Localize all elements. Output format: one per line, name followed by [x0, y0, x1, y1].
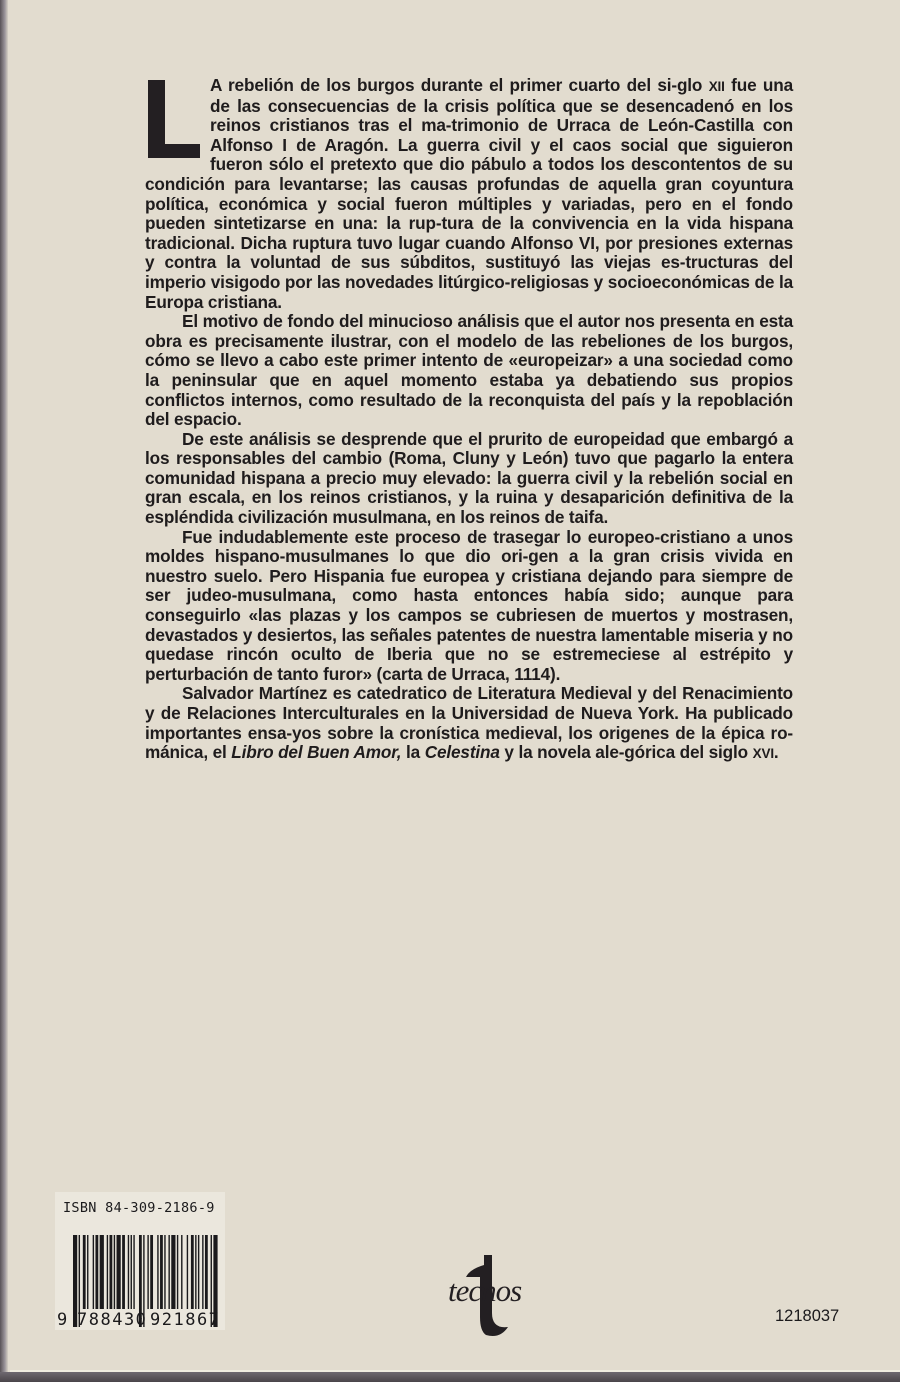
barcode-bar [131, 1235, 132, 1309]
bio-part-2: la [401, 742, 425, 763]
blurb-text [145, 76, 793, 764]
ean-group-1: 788430 [77, 1310, 148, 1330]
barcode-bar [195, 1235, 196, 1309]
barcode-bar [177, 1235, 178, 1309]
author-bio [145, 684, 793, 763]
barcode-bar [187, 1235, 188, 1309]
catalog-code: 1218037 [775, 1307, 840, 1325]
paragraph-1-start: A rebelión de los burgos durante el primer cuarto del si-glo [210, 75, 709, 95]
barcode-bar [147, 1235, 148, 1309]
barcode-bar [83, 1235, 86, 1309]
publisher-logo [440, 1255, 550, 1345]
barcode-bar [133, 1235, 134, 1309]
barcode-bar [107, 1235, 108, 1309]
barcode-bar [164, 1235, 165, 1309]
ean-group-2: 921867 [150, 1310, 221, 1330]
barcode-bar [157, 1235, 158, 1309]
bio-part-3: y la novela ale-górica del siglo [499, 742, 753, 763]
barcode-bar [87, 1235, 88, 1309]
century-xvi: XVI [752, 746, 774, 762]
paragraph-3: De este análisis se desprende que el prurito de europeidad que embargó a los responsables del cambio (Roma, Cluny y León) tuvo que pagarlo la entera comunidad hispana a precio muy elevado: la guerra civil y la rebelión social en gran escala, en los reinos cristianos, y la ruina y desaparición definitiva de la espléndida civilización musulmana, en los reinos de taifa. [145, 428, 793, 528]
isbn-label: ISBN 84-309-2186-9 [63, 1200, 215, 1216]
barcode-bar [117, 1235, 121, 1309]
barcode-bar [181, 1235, 182, 1309]
century-xii: XII [708, 79, 725, 94]
paragraph-4: Fue indudablemente este proceso de trasegar lo europeo-cristiano a unos moldes hispano-musulmanes lo que dio ori-gen a la gran crisis vivida en nuestro suelo. Pero Hispania fue europea y cristiana dejando para siempre de ser judeo-musulmana, como hasta entonces había sido; aunque para conseguirlo «las plazas y los campos se cubriesen de muertos y mostrasen, devastados y desiertos, las señales patentes de nuestra lamentable miseria y no quedase rincón oculto de Iberia que no se estremeciese al estrépito y perturbación de tanto furor» (carta de Urraca, 1114). [145, 526, 793, 684]
barcode-bar [122, 1235, 125, 1309]
barcode-bar [202, 1235, 203, 1309]
barcode-bar [205, 1235, 208, 1309]
paragraph-1 [145, 76, 793, 312]
barcode-bar [128, 1235, 129, 1309]
barcode-bar [100, 1235, 104, 1309]
barcode-bar [171, 1235, 175, 1309]
barcode-bar [114, 1235, 115, 1309]
paragraph-1-rest: fue una de las consecuencias de la crisis política que se desencadenó en los reinos cristianos tras el ma-trimonio de Urraca de León-Castilla con Alfonso I de Aragón. La guerra civil y el caos social que siguieron fueron sólo el pretexto que dio pábulo a todos los descontentos de su condición para levantarse; las causas profundas de aquella gran coyuntura política, económica y social fueron múltiples y variadas, pero en el fondo pueden sintetizarse en una: la rup-tura de la convivencia en la vida hispana tradicional. Dicha ruptura tuvo lugar cuando Alfonso VI, por presiones externas y contra la voluntad de sus súbditos, sustituyó las viejas es-tructuras del imperio visigodo por las novedades litúrgico-religiosas y socioeconómicas de la Europa cristiana. [145, 75, 793, 312]
barcode-bar [110, 1235, 113, 1309]
dropcap-l [148, 80, 200, 158]
publisher-name: tecnos [448, 1273, 522, 1308]
barcode-bar [191, 1235, 194, 1309]
barcode-bar [93, 1235, 94, 1309]
barcode-bar [198, 1235, 199, 1309]
cover-bottom-edge [0, 1372, 900, 1382]
book-title-celestina: Celestina [424, 742, 500, 763]
dropcap-foot [148, 144, 200, 158]
bio-end: . [773, 742, 779, 763]
paragraph-2: El motivo de fondo del minucioso análisis que el autor nos presenta en esta obra es precisamente ilustrar, con el modelo de las rebeliones de los burgos, cómo se llevo a cabo este primer intento de «europeizar» a una sociedad como la peninsular que en aquel momento estaba ya debatiendo sus propios conflictos internos, como resultado de la reconquista del país y la repoblación del espacio. [145, 311, 793, 430]
bio-part-1: Salvador Martínez es catedratico de Literatura Medieval y del Renacimiento y de Relaciones Interculturales en la Universidad de Nueva York. Ha publicado importantes ensa-yos sobre la cronística medieval, los origenes de la épica ro-mánica, el [145, 683, 793, 763]
ean-first-digit: 9 [57, 1310, 68, 1330]
barcode-bar [95, 1235, 98, 1309]
barcode-bar [168, 1235, 169, 1309]
barcode-bar [160, 1235, 163, 1309]
book-title-libro-del-buen-amor: Libro del Buen Amor, [231, 742, 402, 763]
barcode-bar [150, 1235, 153, 1309]
cover-left-edge [0, 0, 8, 1382]
